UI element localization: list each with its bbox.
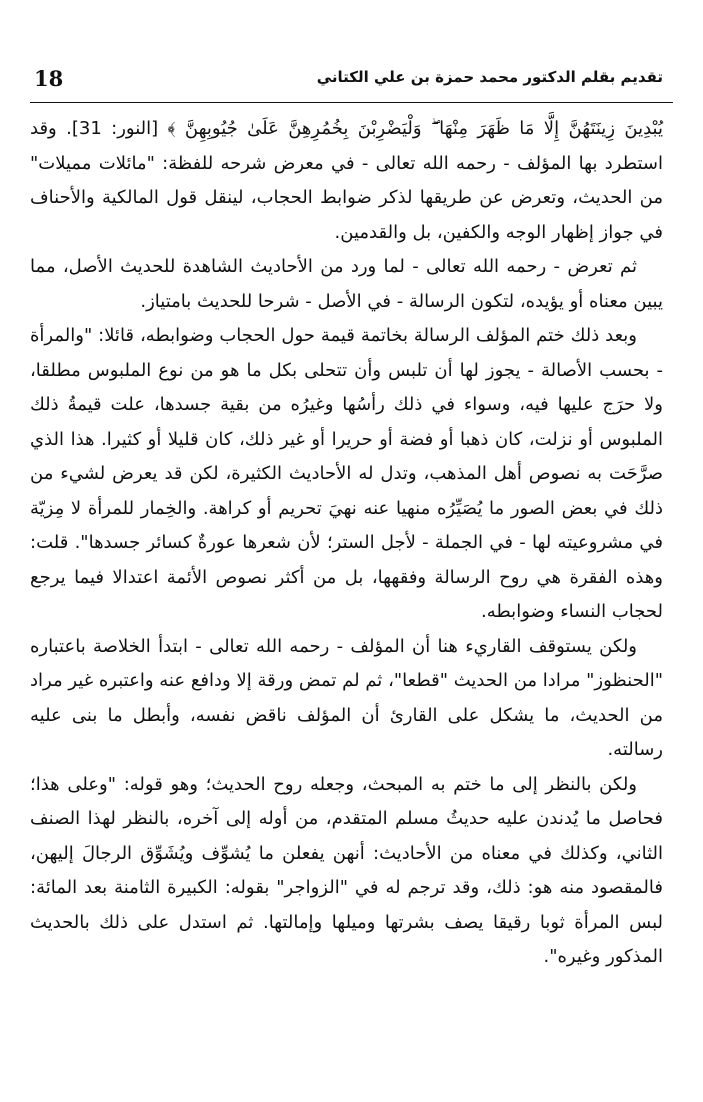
paragraph-4: ولكن يستوقف القاريء هنا أن المؤلف - رحمه الله تعالى - ابتدأ الخلاصة باعتباره "الحنظوز" مرادا من الحديث "قطعا"، ثم لم تمض ورقة إلا ودافع عنه واعتبره غير مراد من الحديث، ما يشكل على القارئ أن المؤلف ناقض نفسه، وأبطل ما بنى عليه رسالته. xyxy=(30,635,663,760)
running-title: تقديم بقلم الدكتور محمد حمزة بن علي الكتاني xyxy=(316,68,663,86)
paragraph-1-text: [النور: 31]. وقد استطرد بها المؤلف - رحمه الله تعالى - في معرض شرحه للفظة: "مائلات مميلات" من الحديث، وتعرض عن طريقها لذكر ضوابط الحجاب، لينقل قول المالكية والأحناف في جواز إظهار الوجه والكفين، بل والقدمين. xyxy=(30,118,663,243)
body-text xyxy=(30,112,663,975)
quran-verse: يُبْدِينَ زِينَتَهُنَّ إِلَّا مَا ظَهَرَ مِنْهَا ۖ وَلْيَضْرِبْنَ بِخُمُرِهِنَّ عَلَىٰ جُيُوبِهِنَّ ﴾ xyxy=(167,118,663,139)
paragraph-1 xyxy=(30,112,663,250)
page-number: 18 xyxy=(34,66,64,91)
paragraph-2: ثم تعرض - رحمه الله تعالى - لما ورد من الأحاديث الشاهدة للحديث الأصل، مما يبين معناه أو يؤيده، لتكون الرسالة - في الأصل - شرحا للحديث بامتياز. xyxy=(30,256,663,312)
paragraph-5: ولكن بالنظر إلى ما ختم به المبحث، وجعله روح الحديث؛ وهو قوله: "وعلى هذا؛ فحاصل ما يُدندن عليه حديثُ مسلم المتقدم، من أوله إلى آخره، بالنظر لهذا الصنف الثاني، وكذلك في معناه من الأحاديث: أنهن يفعلن ما يُشوِّف ويُشَوِّق الرجالَ إليهن، فالمقصود منه هو: ذلك، وقد ترجم له في "الزواجر" بقوله: الكبيرة الثامنة بعد المائة: لبس المرأة ثوبا رقيقا يصف بشرتها وميلها وإمالتها. ثم استدل على ذلك بالحديث المذكور وغيره". xyxy=(30,773,663,967)
header-rule xyxy=(30,102,673,103)
paragraph-3: وبعد ذلك ختم المؤلف الرسالة بخاتمة قيمة حول الحجاب وضوابطه، قائلا: "والمرأة - بحسب الأصالة - يجوز لها أن تلبس وأن تتحلى بكل ما هو من نوع الملبوس مطلقا، ولا حرَج عليها فيه، وسواء في ذلك رأسُها وغيرُه من بقية جسدها، علت قيمةُ ذلك الملبوس أو نزلت، كان ذهبا أو فضة أو حريرا أو غير ذلك، كان قليلا أو كثيرا. هذا الذي صرَّحَت به نصوص أهل المذهب، وتدل له الأحاديث الكثيرة، لكن قد يعرض لشيء من ذلك في بعض الصور ما يُصَيِّرُه منهيا عنه نهيَ تحريم أو كراهة. والخِمار للمرأة لا مِزيّة في مشروعيته لها - في الجملة - لأجل الستر؛ لأن شعرها عورةٌ كسائر جسدها". قلت: وهذه الفقرة هي روح الرسالة وفقهها، بل من أكثر نصوص الأئمة اعتدالا فيما يرجع لحجاب النساء وضوابطه. xyxy=(30,325,663,622)
